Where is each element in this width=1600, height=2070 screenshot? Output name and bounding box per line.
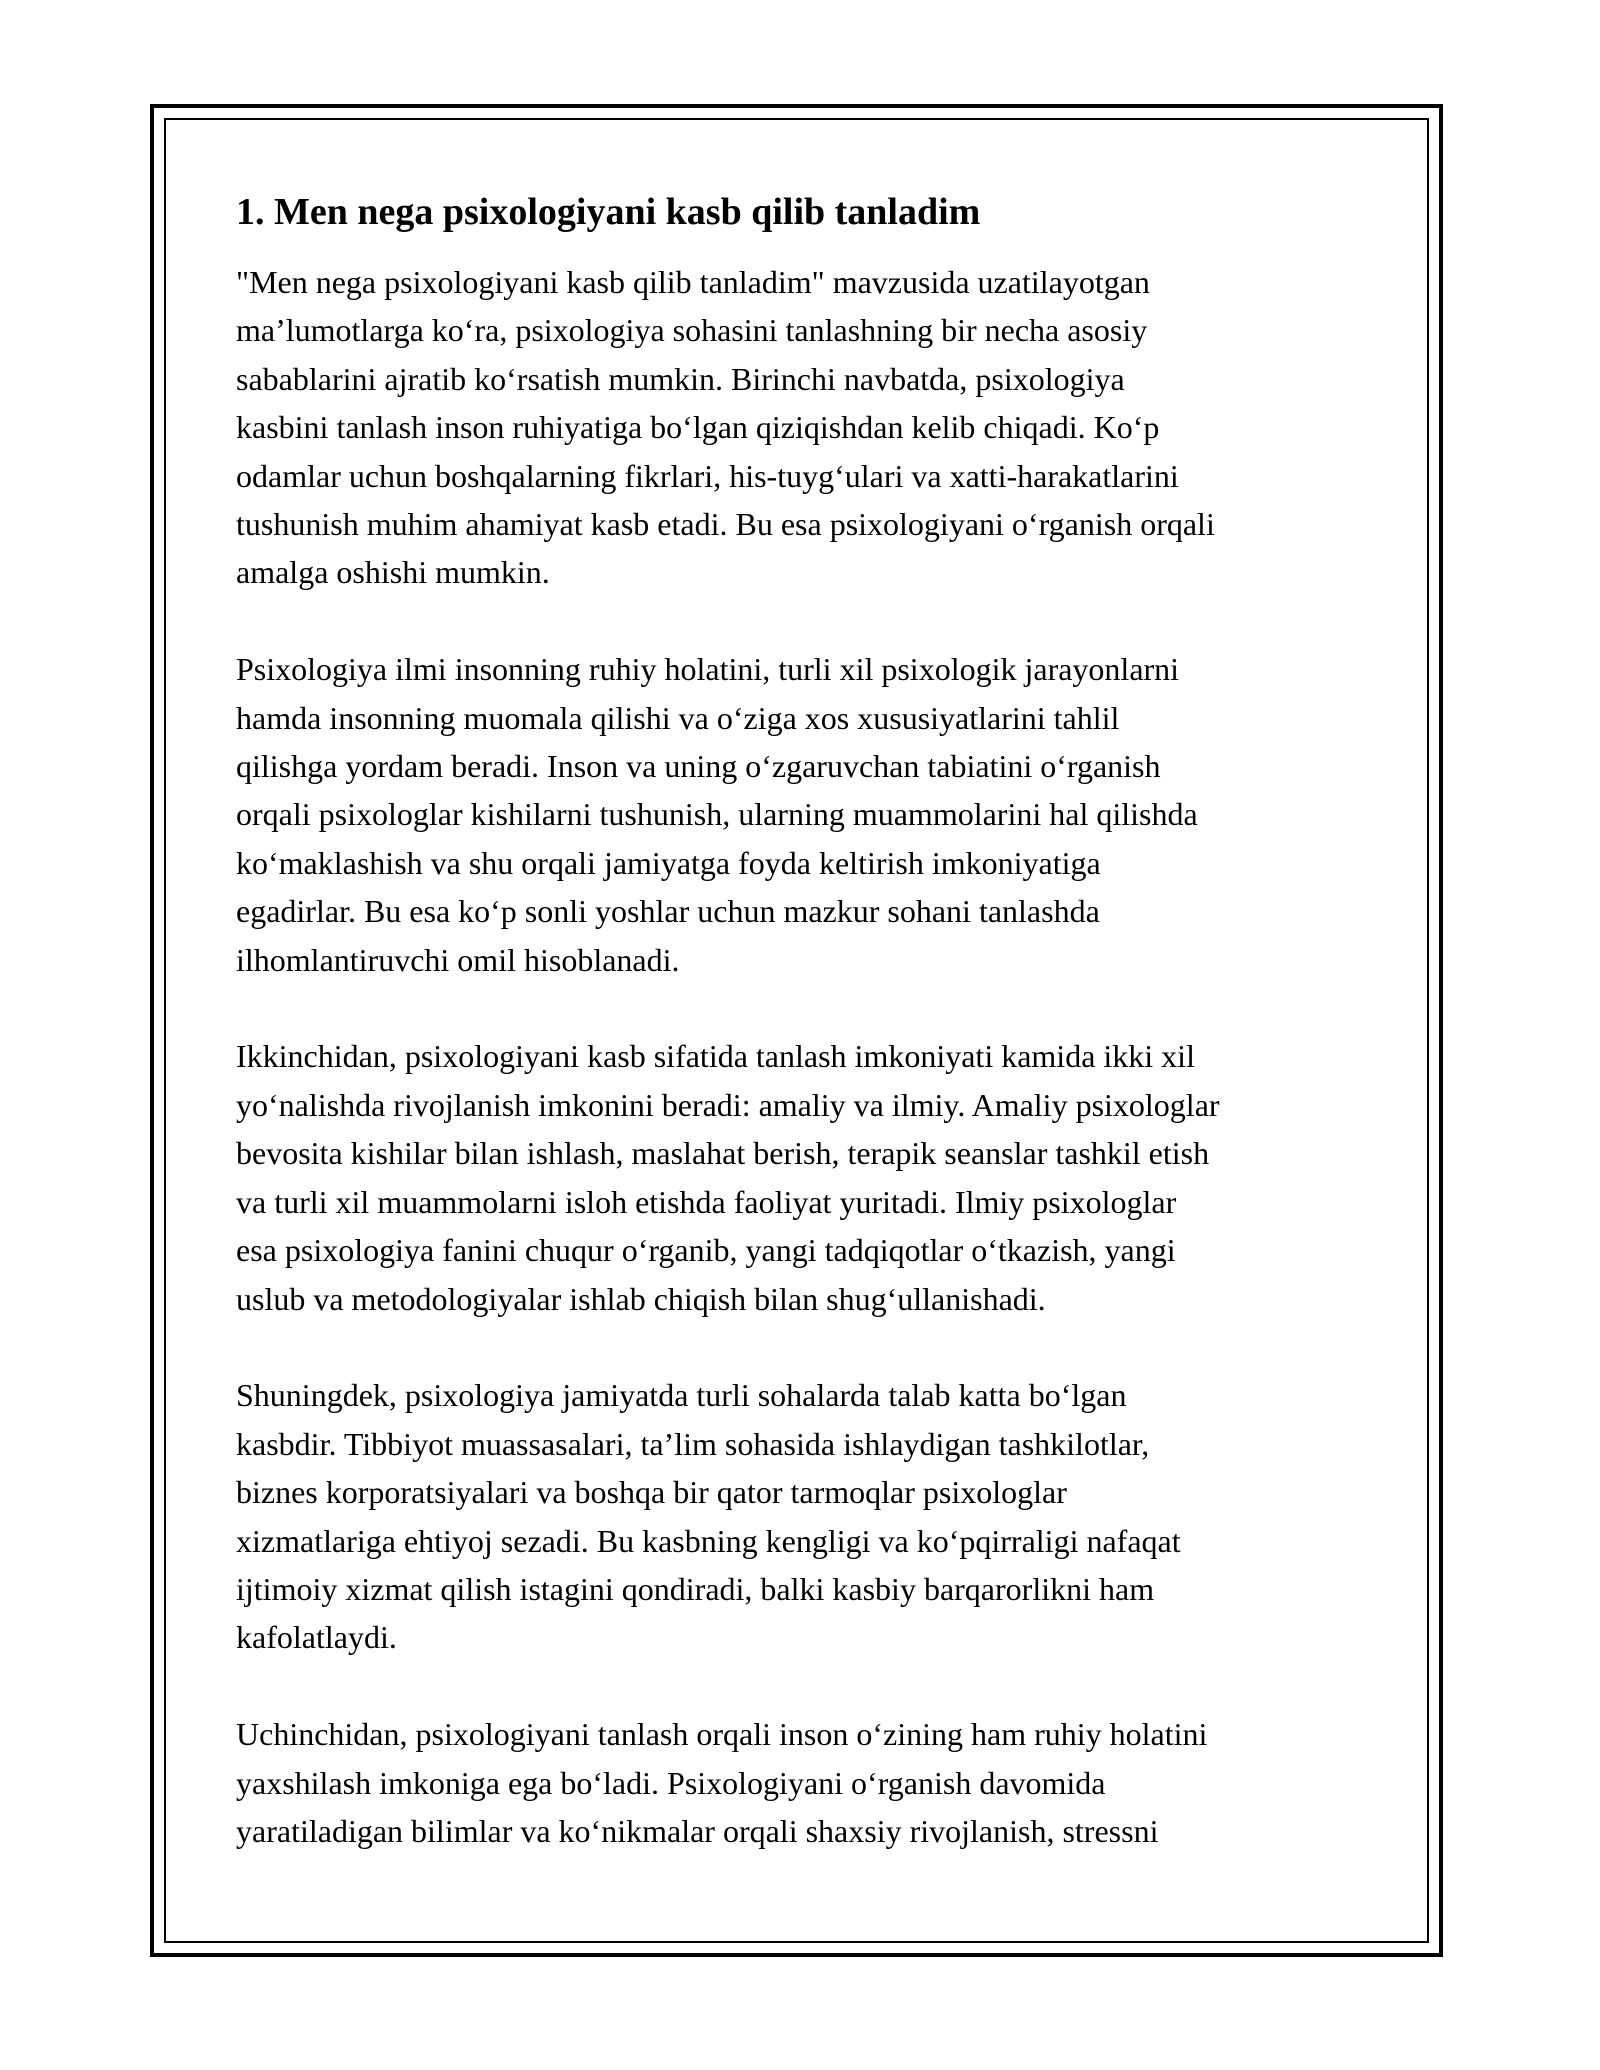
- paragraph-1: "Men nega psixologiyani kasb qilib tanladim" mavzusida uzatilayotgan ma’lumotlarga ko‘ra, psixologiya sohasini tanlashning bir necha asosiy sabablarini ajratib ko‘rsatish mumkin. Birinchi navbatda, psixologiya kasbini tanlash inson ruhiyatiga bo‘lgan qiziqishdan kelib chiqadi. Ko‘p odamlar uchun boshqalarning fikrlari, his-tuyg‘ulari va xatti-harakatlarini tushunish muhim ahamiyat kasb etadi. Bu esa psixologiyani o‘rganish orqali amalga oshishi mumkin.: [236, 264, 1215, 591]
- document-body: [236, 188, 1376, 1855]
- paragraph-4: Shuningdek, psixologiya jamiyatda turli sohalarda talab katta bo‘lgan kasbdir. Tibbiyot muassasalari, ta’lim sohasida ishlaydigan tashkilotlar, biznes korporatsiyalari va boshqa bir qator tarmoqlar psixologlar xizmatlariga ehtiyoj sezadi. Bu kasbning kengligi va ko‘pqirraligi nafaqat ijtimoiy xizmat qilish istagini qondiradi, balki kasbiy barqarorlikni ham kafolatlaydi.: [236, 1377, 1181, 1656]
- paragraph-2: Psixologiya ilmi insonning ruhiy holatini, turli xil psixologik jarayonlarni hamda insonning muomala qilishi va o‘ziga xos xususiyatlarini tahlil qilishga yordam beradi. Inson va uning o‘zgaruvchan tabiatini o‘rganish orqali psixologlar kishilarni tushunish, ularning muammolarini hal qilishda ko‘maklashish va shu orqali jamiyatga foyda keltirish imkoniyatiga egadirlar. Bu esa ko‘p sonli yoshlar uchun mazkur sohani tanlashda ilhomlantiruvchi omil hisoblanadi.: [236, 651, 1198, 978]
- paragraph-3: Ikkinchidan, psixologiyani kasb sifatida tanlash imkoniyati kamida ikki xil yo‘nalishda rivojlanish imkonini beradi: amaliy va ilmiy. Amaliy psixologlar bevosita kishilar bilan ishlash, maslahat berish, terapik seanslar tashkil etish va turli xil muammolarni isloh etishda faoliyat yuritadi. Ilmiy psixologlar esa psixologiya fanini chuqur o‘rganib, yangi tadqiqotlar o‘tkazish, yangi uslub va metodologiyalar ishlab chiqish bilan shug‘ullanishadi.: [236, 1038, 1220, 1317]
- document-title: 1. Men nega psixologiyani kasb qilib tanladim: [236, 191, 981, 233]
- paragraph-5: Uchinchidan, psixologiyani tanlash orqali inson o‘zining ham ruhiy holatini yaxshilash imkoniga ega bo‘ladi. Psixologiyani o‘rganish davomida yaratiladigan bilimlar va ko‘nikmalar orqali shaxsiy rivojlanish, stressni: [236, 1716, 1208, 1849]
